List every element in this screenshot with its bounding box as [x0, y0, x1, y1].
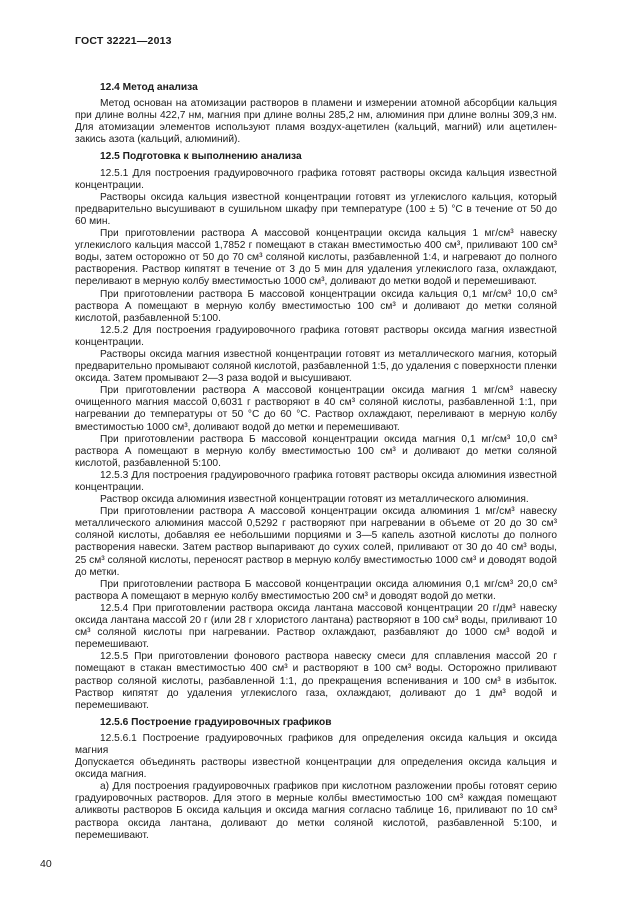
paragraph-method-description: Метод основан на атомизации растворов в пламени и измерении атомной абсорбции кальция при длине волны 422,7 нм, магния при длине волны 285,2 нм, алюминия при длине волны 309,3 нм. Для атомизации элементов используют пламя воздух-ацетилен (кальций, магний) или ацетилен-закись азота (кальций, алюминий). — [75, 98, 557, 146]
paragraph-solution-b-magnesium: При приготовлении раствора Б массовой концентрации оксида магния 0,1 мг/см³ 10,0 см³ раствора А помещают в мерную колбу вместимостью 100 см³ и доливают до метки соляной кислотой, разбавленной 5:100. — [75, 433, 557, 469]
paragraph-12-5-3: 12.5.3 Для построения градуировочного графика готовят растворы оксида алюминия известной концентрации. — [75, 469, 557, 493]
paragraph-list-item-a: а) Для построения градуировочных графиков при кислотном разложении пробы готовят серию градуировочных растворов. Для этого в мерные колбы вместимостью 100 см³ каждая помещают аликвоты растворов Б оксида кальция и оксида магния согласно таблице 16, приливают по 10 см³ раствора оксида лантана, доливают до метки соляной кислотой, разбавленной 5:100, и перемешивают. — [75, 781, 557, 841]
paragraph-12-5-6-1: 12.5.6.1 Построение градуировочных графиков для определения оксида кальция и оксида магния — [75, 732, 557, 756]
paragraph-solution-b-aluminium: При приготовлении раствора Б массовой концентрации оксида алюминия 0,1 мг/см³ 20,0 см³ раствора А помещают в мерную колбу вместимостью 200 см³ и доводят водой до метки. — [75, 578, 557, 602]
paragraph-combining-solutions: Допускается объединять растворы известной концентрации для определения оксида кальция и оксида магния. — [75, 757, 557, 781]
page-number: 40 — [40, 858, 52, 870]
heading-12-5-preparation: 12.5 Подготовка к выполнению анализа — [100, 151, 302, 163]
paragraph-aluminium-source: Раствор оксида алюминия известной концентрации готовят из металлического алюминия. — [100, 494, 529, 506]
paragraph-12-5-4-lanthanum: 12.5.4 При приготовлении раствора оксида лантана массовой концентрации 20 г/дм³ навеску оксида лантана массой 20 г (или 28 г хлористого лантана) растворяют в 100 см³ воды, приливают 10 см³ соляной кислоты при нагревании. Раствор охлаждают, разбавляют до 1000 см³ водой и перемешивают. — [75, 602, 557, 651]
paragraph-calcium-carbonate-drying: Растворы оксида кальция известной концентрации готовят из углекислого кальция, который предварительно высушивают в сушильном шкафу при температуре (100 ± 5) °С в течение от 50 до 60 мин. — [75, 191, 557, 227]
heading-12-4-analysis-method: 12.4 Метод анализа — [100, 82, 198, 93]
paragraph-solution-b-calcium: При приготовлении раствора Б массовой концентрации оксида кальция 0,1 мг/см³ 10,0 см³ раствора А помещают в мерную колбу вместимостью 100 см³ и доливают до метки соляной кислотой, разбавленной 5:100. — [75, 288, 557, 324]
paragraph-magnesium-preparation: Растворы оксида магния известной концентрации готовят из металлического магния, который предварительно промывают соляной кислотой, разбавленной 1:5, до удаления с поверхности пленки оксида. Затем промывают 2—3 раза водой и высушивают. — [75, 348, 557, 385]
paragraph-solution-a-aluminium: При приготовлении раствора А массовой концентрации оксида алюминия 1 мг/см³ навеску металлического алюминия массой 0,5292 г растворяют при нагревании в объеме от 20 до 30 см³ соляной кислоты, добавляя ее небольшими порциями и 3—5 капель азотной кислоты до полного растворения навески. Затем раствор выпаривают до сухих солей, приливают от 30 до 40 см³ воды, 25 см³ соляной кислоты, переносят раствор в мерную колбу вместимостью 1000 см³ и доводят водой до метки. — [75, 506, 557, 578]
heading-12-5-6-calibration-graphs: 12.5.6 Построение градуировочных графиков — [100, 716, 332, 728]
paragraph-solution-a-calcium: При приготовлении раствора А массовой концентрации оксида кальция 1 мг/см³ навеску углекислого кальция массой 1,7852 г помещают в стакан вместимостью 400 см³, приливают 100 см³ воды, затем осторожно от 50 до 70 см³ соляной кислоты, разбавленной 1:4, и нагревают до полного растворения. Раствор кипятят в течение от 3 до 5 мин для удаления углекислого газа, охлаждают, переливают в мерную колбу вместимостью 1000 см³, доливают до метки водой и перемешивают. — [75, 228, 557, 288]
paragraph-12-5-5-background-solution: 12.5.5 При приготовлении фонового раствора навеску смеси для сплавления массой 20 г помещают в стакан вместимостью 400 см³ и растворяют в 100 см³ воды. Осторожно приливают раствор соляной кислоты, разбавленной 1:1, до прекращения вспенивания и 100 см³ в избыток. Раствор кипятят до удаления углекислого газа, охлаждают, доливают до 1 дм³ водой и перемешивают. — [75, 651, 557, 711]
paragraph-12-5-1: 12.5.1 Для построения градуировочного графика готовят растворы оксида кальция известной концентрации. — [75, 167, 557, 191]
paragraph-solution-a-magnesium: При приготовлении раствора А массовой концентрации оксида магния 1 мг/см³ навеску очищенного магния массой 0,6031 г растворяют в 40 см³ соляной кислоты, разбавленной 1:1, при нагревании до температуры от 50 °С до 60 °С. Раствор охлаждают, переливают в мерную колбу вместимостью 1000 см³, доливают водой до метки и перемешивают. — [75, 385, 557, 433]
paragraph-12-5-2: 12.5.2 Для построения градуировочного графика готовят растворы оксида магния известной концентрации. — [75, 324, 557, 348]
document-body — [75, 82, 557, 842]
standard-number-header: ГОСТ 32221—2013 — [75, 35, 172, 47]
